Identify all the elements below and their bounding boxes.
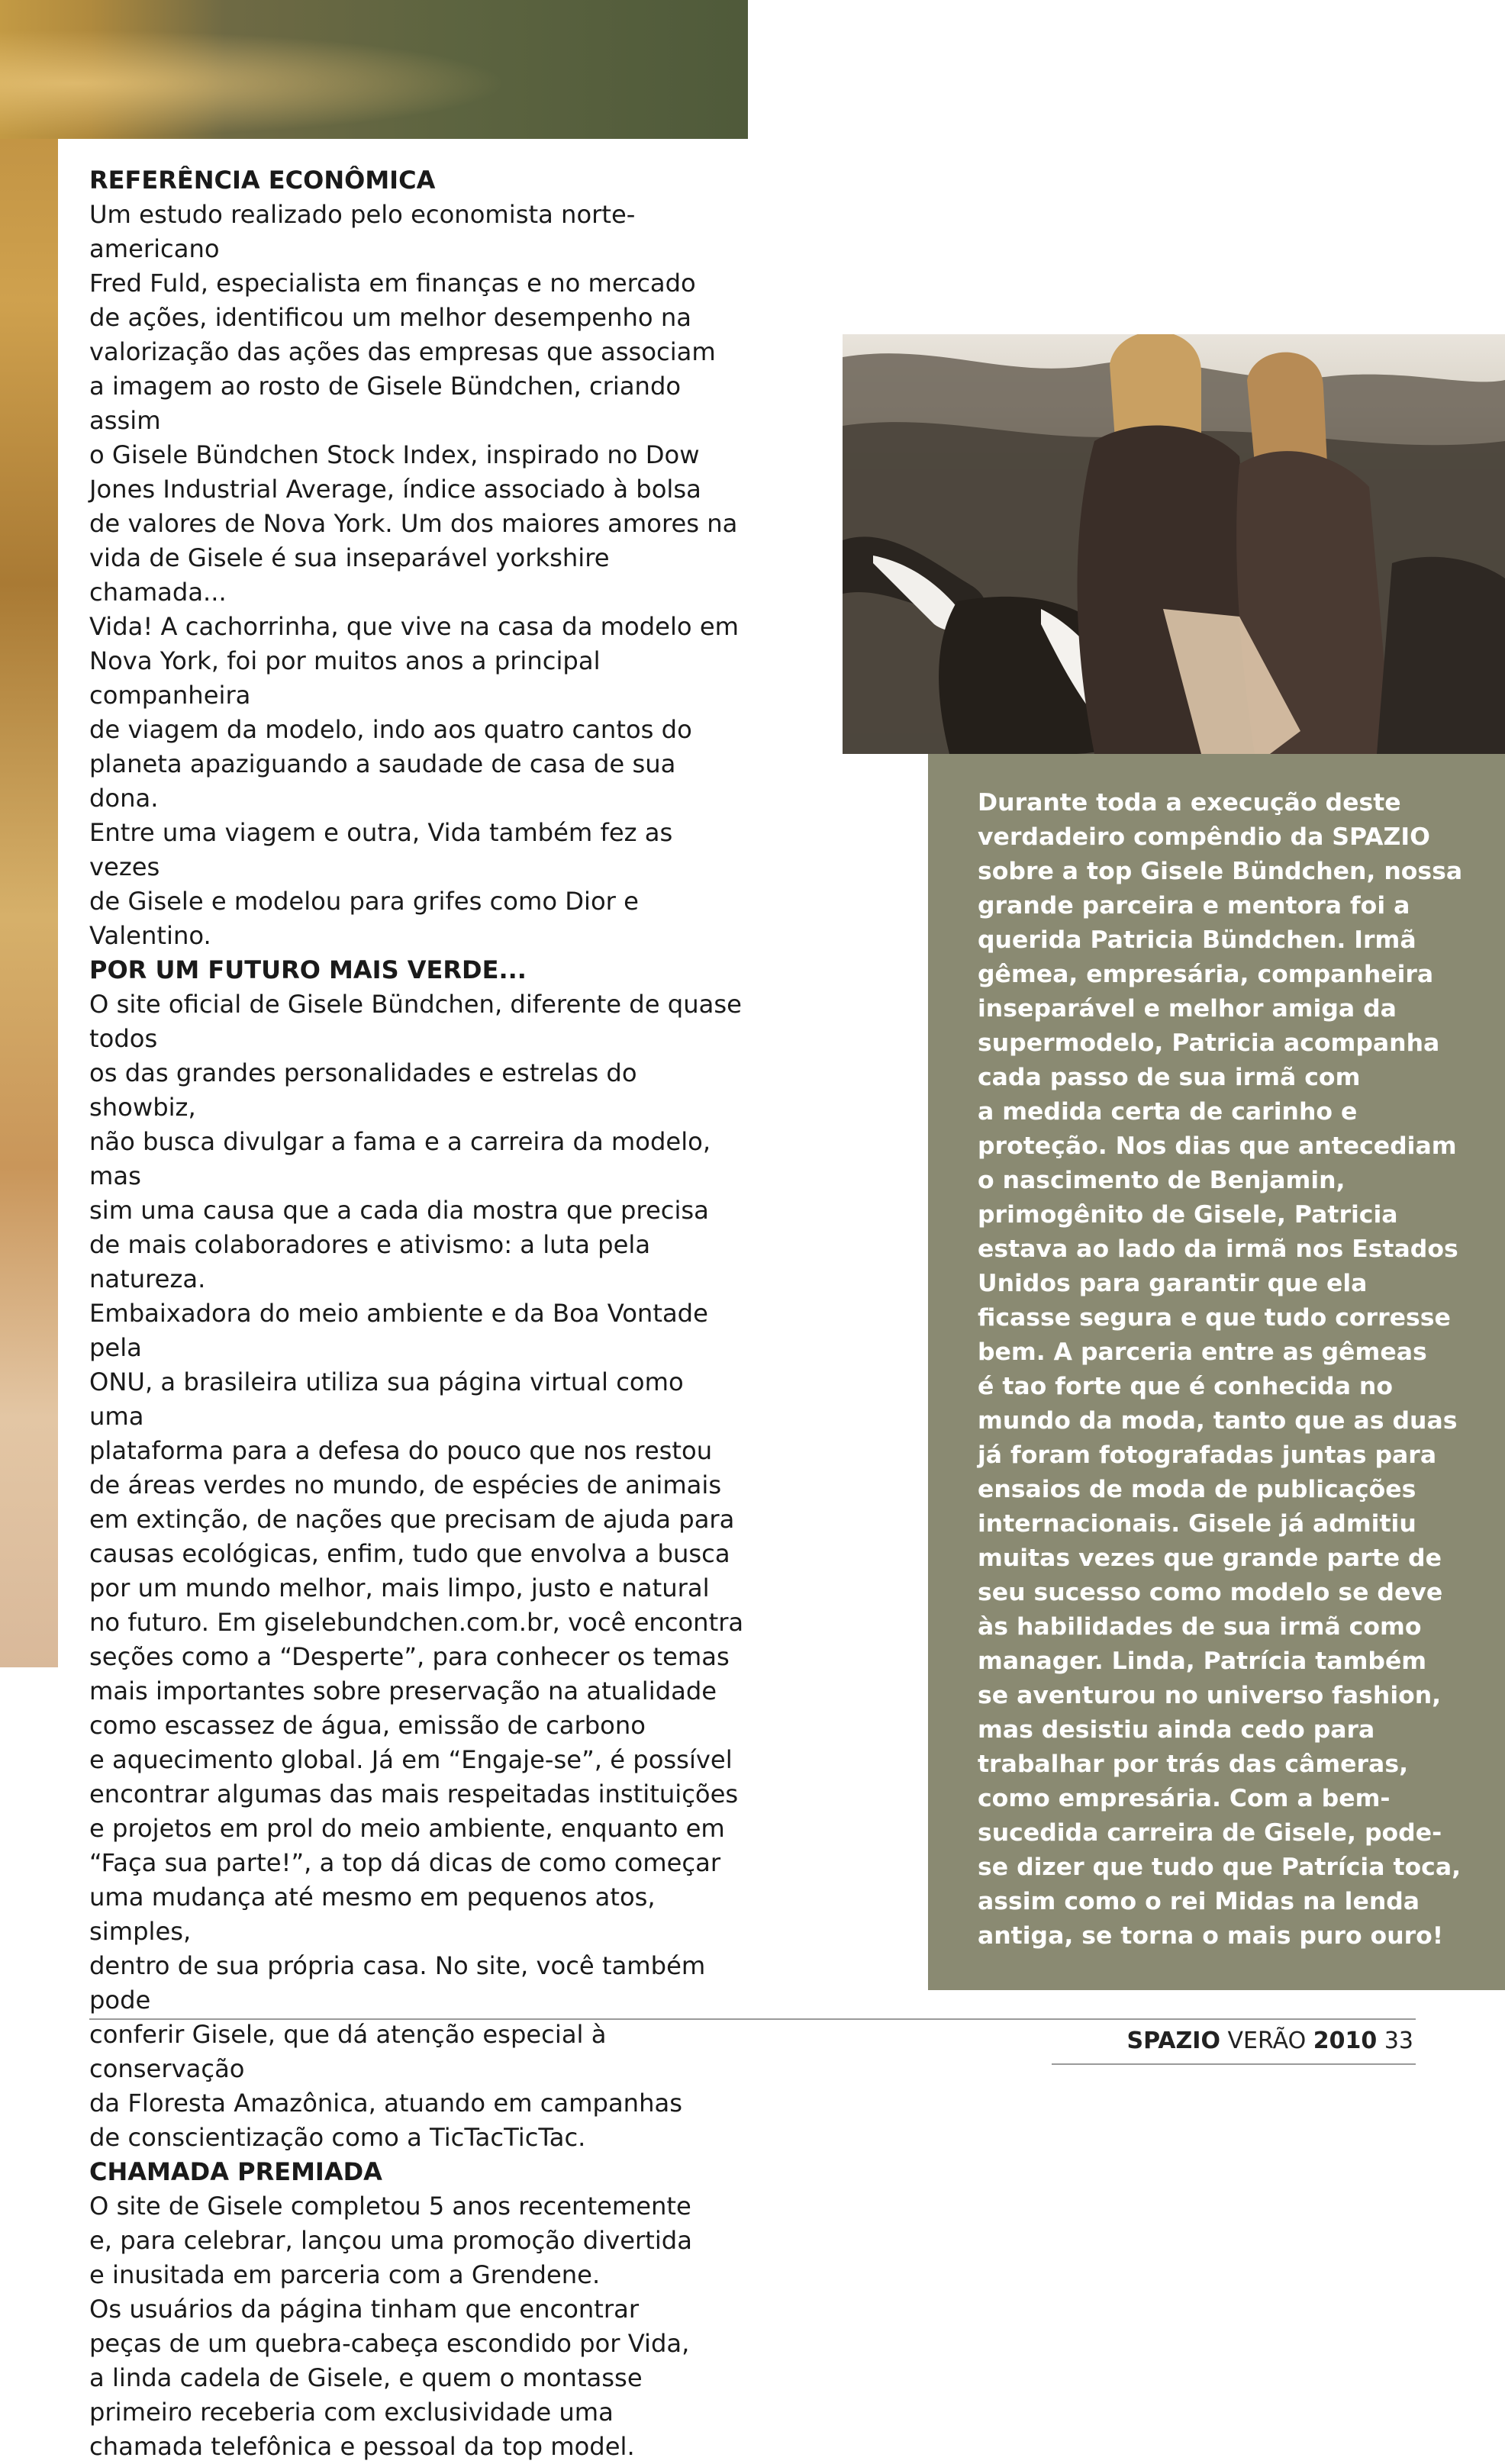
section-body-economic-reference: Um estudo realizado pelo economista norte-americano Fred Fuld, especialista em finanças e no mercado de ações, identificou um melhor desempenho na valorização das ações das empresas que associam a imagem ao rosto de Gisele Bündchen, criando assim o Gisele Bündchen Stock Index, inspirado no Dow Jones Industrial Average, índice associado à bolsa de valores de Nova York. Um dos maiores amores na vida de Gisele é sua inseparável yorkshire chamada... Vida! A cachorrinha, que vive na casa da modelo em Nova York, foi por muitos anos a principal companheira de viagem da modelo, indo aos quatro cantos do planeta apaziguando a saudade de casa de sua dona. Entre uma viagem e outra, Vida também fez as vezes de Gisele e modelou para grifes como Dior e Valentino. — [89, 200, 739, 950]
section-heading-economic-reference: REFERÊNCIA ECONÔMICA — [89, 166, 436, 195]
footer-page-number: 33 — [1384, 2028, 1413, 2054]
article-column — [89, 163, 746, 2464]
section-body-greener-future: O site oficial de Gisele Bündchen, diferente de quase todos os das grandes personalidades e estrelas do showbiz, não busca divulgar a fama e a carreira da modelo, mas sim uma causa que a cada dia mostra que precisa de mais colaboradores e ativismo: a luta pela natureza. Embaixadora do meio ambiente e da Boa Vontade pela ONU, a brasileira utiliza sua página virtual como uma plataforma para a defesa do pouco que nos restou de áreas verdes no mundo, de espécies de animais em extinção, de nações que precisam de ajuda para causas ecológicas, enfim, tudo que envolva a busca por um mundo melhor, mais limpo, justo e natural no futuro. Em giselebundchen.com.br, você encontra seções como a “Desperte”, para conhecer os temas mais importantes sobre preservação na atualidade como escassez de água, emissão de carbono e aquecimento global. Já em “Engaje-se”, é possível encontrar algumas das mais respeitadas instituições e projetos em prol do meio ambiente, enquanto em “Faça sua parte!”, a top dá dicas de como começar uma mudança até mesmo em pequenos atos, simples, dentro de sua própria casa. No site, você também pode conferir Gisele, que dá atenção especial à conservação da Floresta Amazônica, atuando em campanhas de conscientização como a TicTacTicTac. — [89, 990, 744, 2152]
section-body-prize-call: O site de Gisele completou 5 anos recentemente e, para celebrar, lançou uma promoção divertida e inusitada em parceria com a Grendene. Os usuários da página tinham que encontrar peças de um quebra-cabeça escondido por Vida, a linda cadela de Gisele, e quem o montasse primeiro receberia com exclusividade uma chamada telefônica e pessoal da top model. — [89, 2192, 692, 2461]
page-footer — [1126, 2026, 1413, 2057]
background-photo-top — [0, 0, 748, 139]
section-heading-prize-call: CHAMADA PREMIADA — [89, 2157, 382, 2186]
photo-illustration — [843, 334, 1505, 754]
section-heading-greener-future: POR UM FUTURO MAIS VERDE... — [89, 955, 527, 984]
background-photo-left — [0, 0, 61, 1667]
footer-rule-bottom — [1052, 2063, 1416, 2065]
footer-rule — [89, 2018, 1416, 2020]
sidebar-text: Durante toda a execução deste verdadeiro compêndio da SPAZIO sobre a top Gisele Bündchen, nossa grande parceira e mentora foi a querida Patricia Bündchen. Irmã gêmea, empresária, companheira inseparável e melhor amiga da supermodelo, Patricia acompanha cada passo de sua irmã com a medida certa de carinho e proteção. Nos dias que antecediam o nascimento de Benjamin, primogênito de Gisele, Patricia estava ao lado da irmã nos Estados Unidos para garantir que ela ficasse segura e que tudo corresse bem. A parceria entre as gêmeas é tao forte que é conhecida no mundo da moda, tanto que as duas já foram fotografadas juntas para ensaios de moda de publicações internacionais. Gisele já admitiu muitas vezes que grande parte de seu sucesso como modelo se deve às habilidades de sua irmã como manager. Linda, Patrícia também se aventurou no universo fashion, mas desistiu ainda cedo para trabalhar por trás das câmeras, como empresária. Com a bem- sucedida carreira de Gisele, pode- se dizer que tudo que Patrícia toca, assim como o rei Midas na lenda antiga, se torna o mais puro ouro! — [978, 789, 1463, 1950]
footer-season: VERÃO — [1227, 2028, 1307, 2054]
footer-year: 2010 — [1313, 2028, 1378, 2054]
footer-brand: SPAZIO — [1126, 2028, 1220, 2054]
sidebar-box — [928, 754, 1505, 1990]
twins-photo — [843, 334, 1505, 754]
